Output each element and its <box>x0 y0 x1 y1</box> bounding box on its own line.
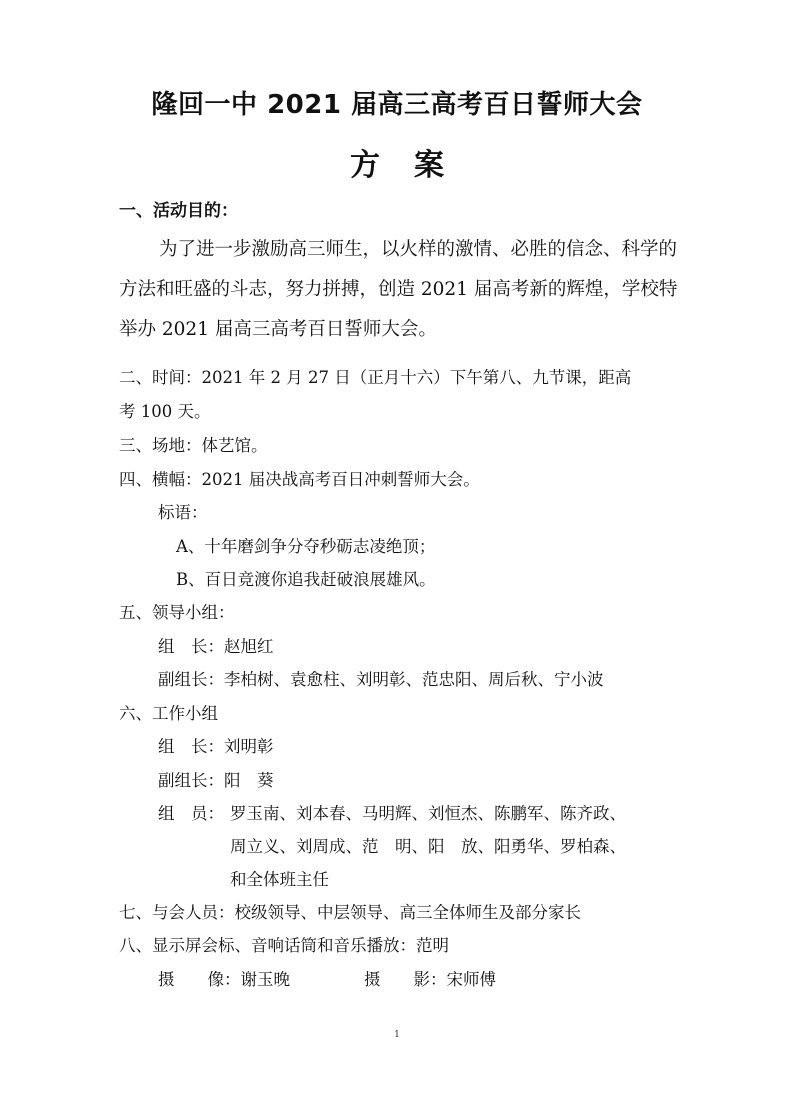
camera-line: 摄 像：谢玉晚 <box>158 970 290 989</box>
section-purpose-body <box>119 230 679 350</box>
work-heading: 六、工作小组 <box>119 704 218 723</box>
page-number: 1 <box>394 1030 400 1040</box>
purpose-text: 为了进一步激励高三师生，以火样的激情、必胜的信念、科学的方法和旺盛的斗志，努力拼搏，创造 2021 届高考新的辉煌，学校特举办 2021 届高三高考百日誓师大会。 <box>119 239 678 340</box>
subtitle-char-1: 方 <box>350 148 380 183</box>
slogan-label: 标语： <box>158 503 208 522</box>
document-title: 隆回一中 2021 届高三高考百日誓师大会 <box>151 90 643 120</box>
work-members-label: 组 员： <box>158 804 224 823</box>
display-line: 八、显示屏会标、音响话筒和音乐播放：范明 <box>119 936 449 955</box>
work-head: 组 长：刘明彰 <box>158 737 274 756</box>
attendees-line: 七、与会人员：校级领导、中层领导、高三全体师生及部分家长 <box>119 903 581 922</box>
document-subtitle <box>0 140 794 184</box>
work-deputy: 副组长：阳 葵 <box>158 771 274 790</box>
slogan-a: A、十年磨剑争分夺秒砺志凌绝顶； <box>176 537 436 556</box>
banner-line: 四、横幅：2021 届决战高考百日冲刺誓师大会。 <box>119 470 480 489</box>
time-line-1: 二、时间：2021 年 2 月 27 日（正月十六）下午第八、九节课，距高 <box>119 368 632 387</box>
section-purpose-heading: 一、活动目的： <box>119 201 238 221</box>
time-line-2: 考 100 天。 <box>119 402 211 421</box>
leader-heading: 五、领导小组： <box>119 603 235 622</box>
subtitle-char-2: 案 <box>414 148 444 183</box>
slogan-b: B、百日竞渡你追我赶破浪展雄风。 <box>176 570 436 589</box>
venue-line: 三、场地：体艺馆。 <box>119 436 268 455</box>
work-members-line-3: 和全体班主任 <box>230 870 329 889</box>
work-members-line-2: 周立义、刘周成、范 明、阳 放、阳勇华、罗柏森、 <box>230 837 626 856</box>
leader-head: 组 长：赵旭红 <box>158 637 274 656</box>
work-members-line-1: 罗玉南、刘本春、马明辉、刘恒杰、陈鹏军、陈齐政、 <box>230 804 626 823</box>
photo-line: 摄 影：宋师傅 <box>364 970 496 989</box>
leader-deputy: 副组长：李柏树、袁愈柱、刘明彰、范忠阳、周后秋、宁小波 <box>158 670 604 689</box>
